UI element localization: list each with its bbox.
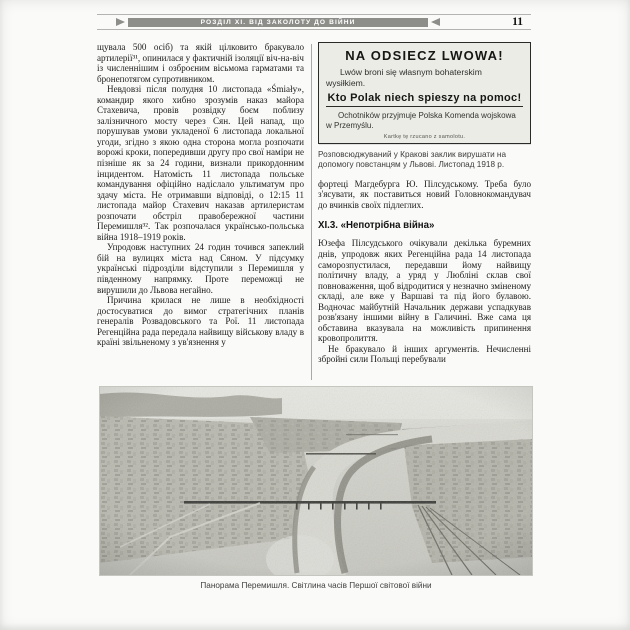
paragraph: Упродовж наступних 24 годин точився запеклий бій на вулицях міста над Сяном. У підсумку українські підрозділи відступили з Перемишля у південному напрямку. Проте переможці не вирушили до Львова негайно. <box>97 242 304 295</box>
aerial-photo-illustration <box>100 387 532 575</box>
poster-caption: Розповсюджуваний у Кракові заклик вирушати на допомогу повстанцям у Львові. Листопад 1918 р. <box>318 149 507 170</box>
aerial-photo-przemysl <box>99 386 533 576</box>
left-column <box>97 42 304 382</box>
poster-tiny-note: Kartkę tę rzucano z samolotu. <box>383 133 466 140</box>
paragraph: фортеці Магдебурга Ю. Пілсудському. Треба було з'ясувати, як поставиться новий Головнокомандувач до вчинків своїх підлеглих. <box>318 178 531 210</box>
header-arrow-left-icon <box>431 18 440 26</box>
photo-caption: Панорама Перемишля. Світлина часів Першої світової війни <box>200 581 432 590</box>
text-columns <box>97 42 531 382</box>
chapter-running-head <box>97 14 531 30</box>
poster-details: Ochotników przyjmuje Polska Komenda wojskowa w Przemyślu. <box>326 111 516 130</box>
photo-figure <box>99 386 533 591</box>
paragraph: Причина крилася не лише в необхідності достосуватися до вимог стратегічних планів генералів Розвадовського та Рої. 11 листопада Регенційна рада передала найвищу військову владу в країні звільненому з ув'язнення у <box>97 295 304 348</box>
page-number: 11 <box>512 16 523 28</box>
paragraph: Невдовзі після полудня 10 листопада «Śmiały», командир якого хибно зрозумів наказ майора Стахевича, провів розвідку боєм поблизу залізничного мосту через Сян. Цей напад, що порушував умови укладеної 6 листопада локальної угоди, згідно з якою одна сторона могла розпочати ворожі кроки, попередивши другу про свої наміри не пізніше як за 24 години, визнали прикордонним інцидентом. Натомість 11 листопада польське командування офіційно надіслало ультиматум про здачу міста. Не отримавши відповіді, о 12:15 11 листопада майор Стахевич наказав артилеристам розпочати обстріл правобережної частини Перемишля³². Так розпочалася українсько-польська війна 1918–1919 років. <box>97 84 304 242</box>
poster-subtitle: Lwów broni się własnym bohaterskim wysiłkiem. <box>326 67 482 88</box>
paragraph: Юзефа Пілсудського очікували декілька буремних днів, упродовж яких Регенційна рада 14 листопада саморозпустилася, передавши йому найвищу політичну владу, а уряд у Любліні склав свої повноваження, щоб відродитися у незначно зміненому складі, але вже у Варшаві та під його булавою. Водночас майбутній Начальник держави успадкував розв'язану іншими війну в Галичині. Вже сама ця обставина вказувала на можливість припинення кровопролиття. <box>318 238 531 344</box>
chapter-title: РОЗДІЛ XI. ВІД ЗАКОЛОТУ ДО ВІЙНИ <box>200 18 356 26</box>
poster-title: NA ODSIECZ LWOWA! <box>345 48 504 63</box>
poster-call-to-action: Kto Polak niech spieszy na pomoc! <box>326 92 523 107</box>
header-arrow-right-icon <box>116 18 125 26</box>
section-heading: XI.3. «Непотрібна війна» <box>318 220 435 232</box>
paragraph: щувала 500 осіб) та якій цілковито бракувало артилерії³¹, опинилася у фактичній ізоляції віч-на-віч із численнішим і озброєним вісьмома гарматами та бронепотягом супротивником. <box>97 42 304 84</box>
right-column <box>318 42 531 382</box>
leaflet-poster <box>318 42 531 144</box>
chapter-title-bar <box>128 18 428 27</box>
paragraph: Не бракувало й інших аргументів. Нечисленні збройні сили Польщі перебували <box>318 343 531 365</box>
column-divider <box>311 44 312 380</box>
